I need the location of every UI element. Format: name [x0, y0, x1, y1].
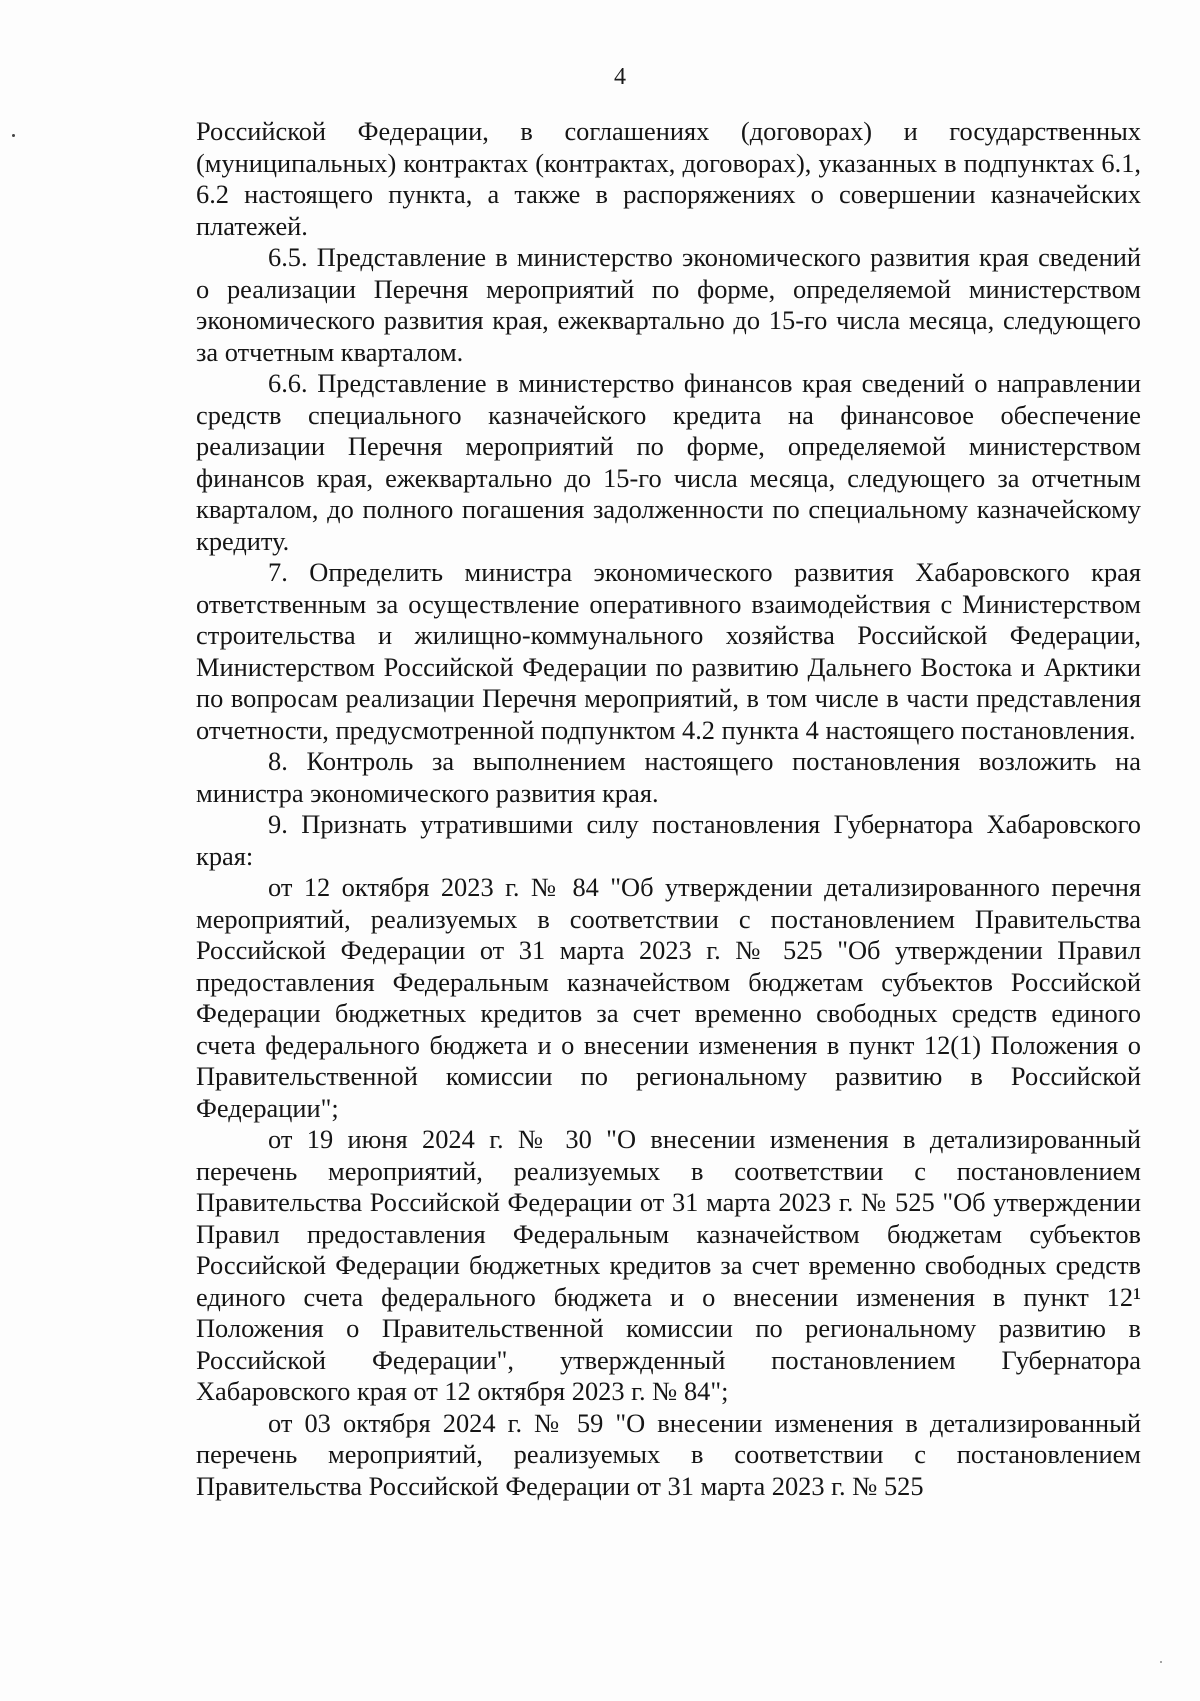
paragraph-7: 7. Определить министра экономического развития Хабаровского края ответственным за осуществление оперативного взаимодействия с Министерством строительства и жилищно-коммунального хозяйства Российской Федерации, Министерством Российской Федерации по развитию Дальнего Востока и Арктики по вопросам реализации Перечня мероприятий, в том числе в части представления отчетности, предусмотренной подпунктом 4.2 пункта 4 настоящего постановления.: [196, 557, 1141, 745]
paragraph-continuation: Российской Федерации, в соглашениях (договорах) и государственных (муниципальных) контрактах (контрактах, договорах), указанных в подпунктах 6.1, 6.2 настоящего пункта, а также в распоряжениях о совершении казначейских платежей.: [196, 116, 1141, 241]
paragraph-9-item-3: от 03 октября 2024 г. № 59 "О внесении изменения в детализированный перечень мероприятий, реализуемых в соответствии с постановлением Правительства Российской Федерации от 31 марта 2023 г. № 525: [196, 1407, 1141, 1501]
paragraph-8: 8. Контроль за выполнением настоящего постановления возложить на министра экономического развития края.: [196, 746, 1141, 808]
scan-artifact-dot: [12, 134, 15, 137]
scan-artifact-speck: [1160, 1661, 1162, 1663]
page-number: 4: [614, 64, 626, 90]
paragraph-6-5: 6.5. Представление в министерство экономического развития края сведений о реализации Перечня мероприятий по форме, определяемой министерством экономического развития края, ежеквартально до 15-го числа месяца, следующего за отчетным кварталом.: [196, 242, 1141, 367]
paragraph-9-item-2: от 19 июня 2024 г. № 30 "О внесении изменения в детализированный перечень мероприятий, реализуемых в соответствии с постановлением Правительства Российской Федерации от 31 марта 2023 г. № 525 "Об утверждении Правил предоставления Федеральным казначейством бюджетам субъектов Российской Федерации бюджетных кредитов за счет временно свободных средств единого счета федерального бюджета и о внесении изменения в пункт 12¹ Положения о Правительственной комиссии по региональному развитию в Российской Федерации", утвержденный постановлением Губернатора Хабаровского края от 12 октября 2023 г. № 84";: [196, 1124, 1141, 1406]
document-body: [196, 116, 1141, 1502]
paragraph-9: 9. Признать утратившими силу постановления Губернатора Хабаровского края:: [196, 809, 1141, 871]
paragraph-6-6: 6.6. Представление в министерство финансов края сведений о направлении средств специального казначейского кредита на финансовое обеспечение реализации Перечня мероприятий по форме, определяемой министерством финансов края, ежеквартально до 15-го числа месяца, следующего за отчетным кварталом, до полного погашения задолженности по специальному казначейскому кредиту.: [196, 368, 1141, 556]
paragraph-9-item-1: от 12 октября 2023 г. № 84 "Об утверждении детализированного перечня мероприятий, реализуемых в соответствии с постановлением Правительства Российской Федерации от 31 марта 2023 г. № 525 "Об утверждении Правил предоставления Федеральным казначейством бюджетам субъектов Российской Федерации бюджетных кредитов за счет временно свободных средств единого счета федерального бюджета и о внесении изменения в пункт 12(1) Положения о Правительственной комиссии по региональному развитию в Российской Федерации";: [196, 872, 1141, 1123]
